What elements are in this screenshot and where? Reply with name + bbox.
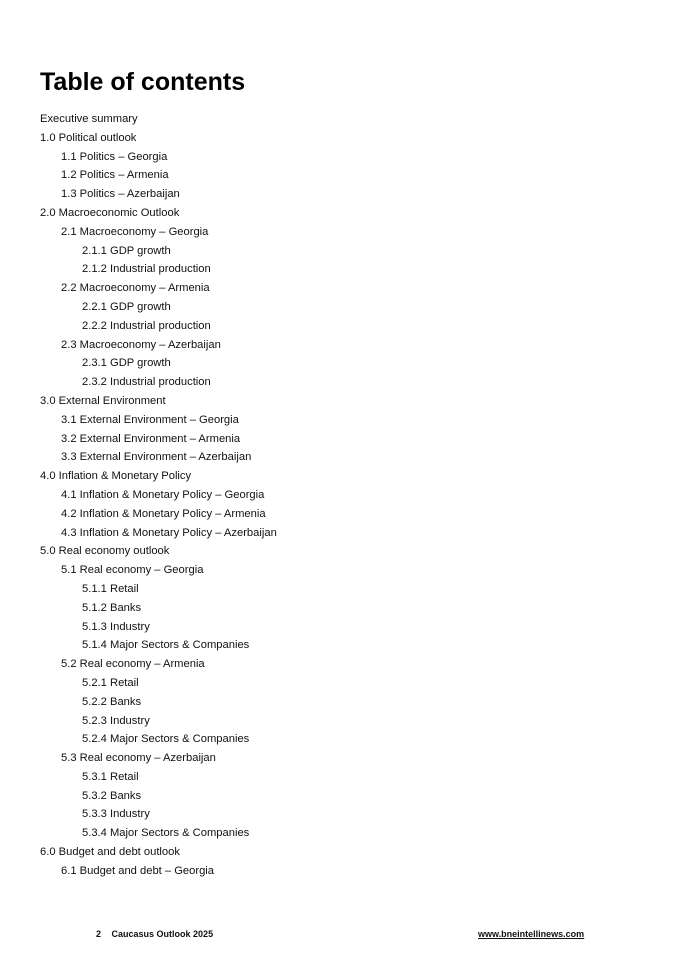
page-number: 2 [96, 929, 102, 939]
toc-entry[interactable]: 3.0 External Environment [40, 394, 166, 407]
toc-entry[interactable]: 5.1.1 Retail [82, 582, 139, 595]
toc-entry[interactable]: 5.2.3 Industry [82, 714, 150, 727]
toc-entry[interactable]: 5.1 Real economy – Georgia [61, 564, 204, 577]
toc-entry[interactable]: 2.2.1 GDP growth [82, 300, 171, 313]
toc-entry[interactable]: 2.1.2 Industrial production [82, 263, 211, 276]
toc-entry[interactable]: 5.0 Real economy outlook [40, 545, 170, 558]
toc-entry[interactable]: 2.1 Macroeconomy – Georgia [61, 225, 209, 238]
toc-entry[interactable]: 5.2.1 Retail [82, 676, 139, 689]
footer-publication-info [96, 929, 213, 939]
toc-entry[interactable]: 4.3 Inflation & Monetary Policy – Azerbaijan [61, 526, 277, 539]
toc-entry[interactable]: 2.2 Macroeconomy – Armenia [61, 282, 210, 295]
toc-entry[interactable]: 5.1.2 Banks [82, 601, 142, 614]
toc-entry[interactable]: 2.0 Macroeconomic Outlook [40, 206, 180, 219]
toc-entry[interactable]: 2.2.2 Industrial production [82, 319, 211, 332]
toc-entry[interactable]: 3.3 External Environment – Azerbaijan [61, 451, 252, 464]
toc-entry[interactable]: 2.3 Macroeconomy – Azerbaijan [61, 338, 221, 351]
toc-entry[interactable]: 4.2 Inflation & Monetary Policy – Armenia [61, 507, 266, 520]
toc-entry[interactable]: 1.1 Politics – Georgia [61, 150, 168, 163]
table-of-contents [40, 110, 277, 881]
toc-entry[interactable]: 3.1 External Environment – Georgia [61, 413, 239, 426]
toc-entry[interactable]: 2.3.2 Industrial production [82, 376, 211, 389]
toc-entry[interactable]: 4.1 Inflation & Monetary Policy – Georgia [61, 488, 265, 501]
toc-entry[interactable]: 6.0 Budget and debt outlook [40, 846, 180, 859]
toc-entry[interactable]: 5.2.4 Major Sectors & Companies [82, 733, 250, 746]
toc-entry[interactable]: 5.3.1 Retail [82, 770, 139, 783]
toc-entry[interactable]: 5.3.4 Major Sectors & Companies [82, 827, 250, 840]
toc-entry[interactable]: 2.3.1 GDP growth [82, 357, 171, 370]
toc-entry[interactable]: 5.1.4 Major Sectors & Companies [82, 639, 250, 652]
toc-entry[interactable]: 5.2.2 Banks [82, 695, 142, 708]
toc-entry[interactable]: 1.3 Politics – Azerbaijan [61, 188, 180, 201]
toc-entry[interactable]: 1.0 Political outlook [40, 131, 137, 144]
website-link[interactable]: www.bneintellinews.com [478, 929, 585, 939]
toc-entry[interactable]: 5.2 Real economy – Armenia [61, 658, 205, 671]
toc-entry[interactable]: 6.1 Budget and debt – Georgia [61, 864, 215, 877]
toc-entry[interactable]: 5.3 Real economy – Azerbaijan [61, 752, 216, 765]
publication-name: Caucasus Outlook 2025 [111, 929, 214, 939]
toc-entry[interactable]: 4.0 Inflation & Monetary Policy [40, 470, 192, 483]
toc-entry[interactable]: Executive summary [40, 113, 138, 125]
toc-entry[interactable]: 1.2 Politics – Armenia [61, 169, 169, 182]
toc-entry[interactable]: 5.3.2 Banks [82, 789, 142, 802]
toc-entry[interactable]: 5.1.3 Industry [82, 620, 150, 633]
toc-entry[interactable]: 5.3.3 Industry [82, 808, 150, 821]
page-title: Table of contents [40, 68, 246, 96]
toc-entry[interactable]: 3.2 External Environment – Armenia [61, 432, 241, 445]
toc-entry[interactable]: 2.1.1 GDP growth [82, 244, 171, 257]
